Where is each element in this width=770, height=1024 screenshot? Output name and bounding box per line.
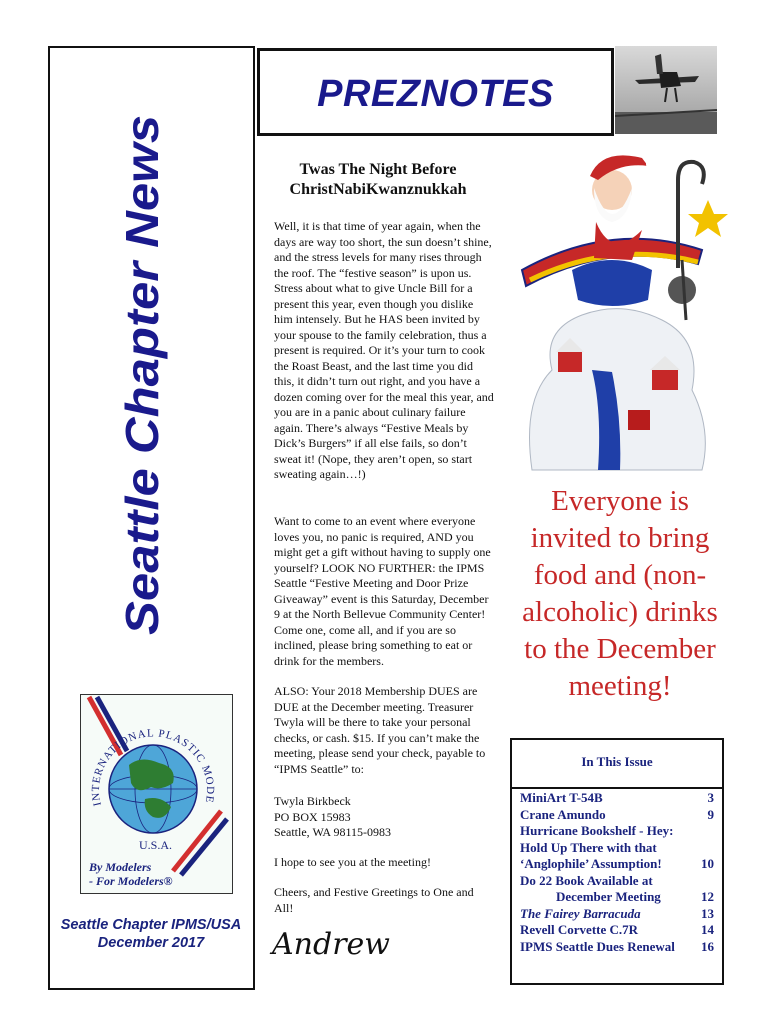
- meeting-invite: [500, 483, 740, 705]
- article-heading: [262, 160, 494, 200]
- address-line: PO BOX 15983: [274, 809, 351, 824]
- toc-entry[interactable]: [520, 823, 714, 840]
- logo-tagline-1: By Modelers: [89, 860, 152, 874]
- in-this-issue-heading: In This Issue: [581, 754, 653, 769]
- toc-title: The Fairey Barracuda: [520, 905, 641, 921]
- toc-title: IPMS Seattle Dues Renewal: [520, 938, 675, 954]
- toc-page: [698, 823, 714, 840]
- toc-title: MiniArt T-54B: [520, 790, 603, 805]
- invite-line: alcoholic) drinks: [522, 596, 718, 628]
- toc-page: 3: [707, 790, 714, 805]
- toc-entry[interactable]: [520, 856, 714, 873]
- toc-entry[interactable]: [520, 922, 714, 939]
- address-line: Seattle, WA 98115-0983: [274, 825, 391, 839]
- toc-entry[interactable]: [520, 790, 714, 807]
- article-heading-line-2: ChristNabiKwanznukkah: [289, 181, 467, 198]
- toc-page: 12: [701, 889, 714, 904]
- aircraft-photo: [615, 46, 717, 134]
- toc-entry[interactable]: [520, 873, 714, 890]
- santa-airplane-illustration: [502, 140, 734, 475]
- toc-entry[interactable]: [520, 906, 714, 923]
- newsletter-name-text: Seattle Chapter News: [116, 164, 168, 635]
- toc-entry[interactable]: [520, 889, 714, 906]
- toc-page: [698, 873, 714, 890]
- invite-line: meeting!: [568, 670, 672, 702]
- toc-title: Hold Up There with that: [520, 839, 657, 855]
- issue-date: December 2017: [97, 935, 205, 951]
- ipms-logo: [80, 694, 233, 894]
- toc-title: Crane Amundo: [520, 806, 606, 822]
- invite-line: invited to bring: [530, 522, 710, 554]
- newsletter-name: [112, 110, 172, 640]
- invite-line: food and (non-: [533, 559, 707, 591]
- toc-entry[interactable]: [520, 939, 714, 956]
- page-title: PREZNOTES: [317, 73, 554, 115]
- toc-page: 10: [701, 856, 714, 871]
- invite-line: Everyone is: [551, 485, 689, 517]
- table-of-contents: [520, 790, 714, 955]
- article-paragraph: Well, it is that time of year again, when the days are way too short, the sun doesn’t shine, and the stress levels for many rises through the roof. The “festive season” is upon us. Stress about what to give Uncle Bill for a present this year, even though you dislike him intensely. But he HAS been invited by your spouse to the family celebration, thus a present is required. Or it’s your turn to cook the Roast Beast, and the last time you did this, it didn’t turn out right, and you have a dozen coming over for the meal this year, and you are in a panic about culinary failure again. There’s always “Festive Meals by Dick’s Burgers” if all else fails, so don’t sweat it! (Nope, they aren’t open, so start sweating again…!): [274, 219, 494, 481]
- article-paragraph: I hope to see you at the meeting!: [274, 855, 431, 869]
- article-paragraph: ALSO: Your 2018 Membership DUES are DUE at the December meeting. Treasurer Twyla will be there to take your personal checks, or cash. $15. If you can’t make the meeting, please send your check, payable to “IPMS Seattle” to:: [274, 684, 486, 776]
- article-paragraph: Cheers, and Festive Greetings to One and All!: [274, 885, 474, 915]
- toc-entry[interactable]: [520, 807, 714, 824]
- toc-page: 14: [701, 922, 714, 937]
- article-paragraph: Want to come to an event where everyone loves you, no panic is required, AND you might get a gift without having to supply one yourself? LOOK NO FURTHER: the IPMS Seattle “Festive Meeting and Door Prize Giveaway” event is this Saturday, December 9 at the North Bellevue Community Center! Come one, come all, and if you are so inclined, please bring something to eat or drink for the members.: [274, 514, 491, 668]
- logo-ring-text: INTERNATIONAL PLASTIC MODE: [89, 727, 217, 808]
- divider: [512, 787, 722, 789]
- toc-page: 9: [707, 806, 714, 822]
- chapter-name: Seattle Chapter IPMS/USA: [60, 917, 242, 933]
- toc-page: 13: [701, 905, 714, 921]
- toc-page: [698, 840, 714, 857]
- article-heading-line-1: Twas The Night Before: [299, 161, 457, 178]
- toc-title: Hurricane Bookshelf - Hey:: [520, 823, 674, 838]
- signature: Andrew: [272, 927, 390, 962]
- in-this-issue-box: [510, 738, 724, 985]
- toc-title: Do 22 Book Available at: [520, 872, 653, 888]
- logo-tagline-2: - For Modelers®: [89, 874, 173, 888]
- toc-title: December Meeting: [556, 889, 661, 904]
- toc-title: Revell Corvette C.7R: [520, 922, 639, 937]
- toc-title: ‘Anglophile’ Assumption!: [520, 856, 662, 871]
- mailing-address: [274, 794, 494, 841]
- invite-line: to the December: [524, 633, 716, 665]
- title-box: [257, 48, 614, 136]
- toc-entry[interactable]: [520, 840, 714, 857]
- logo-country: U.S.A.: [139, 838, 173, 852]
- address-line: Twyla Birkbeck: [274, 794, 351, 808]
- toc-page: 16: [701, 938, 714, 954]
